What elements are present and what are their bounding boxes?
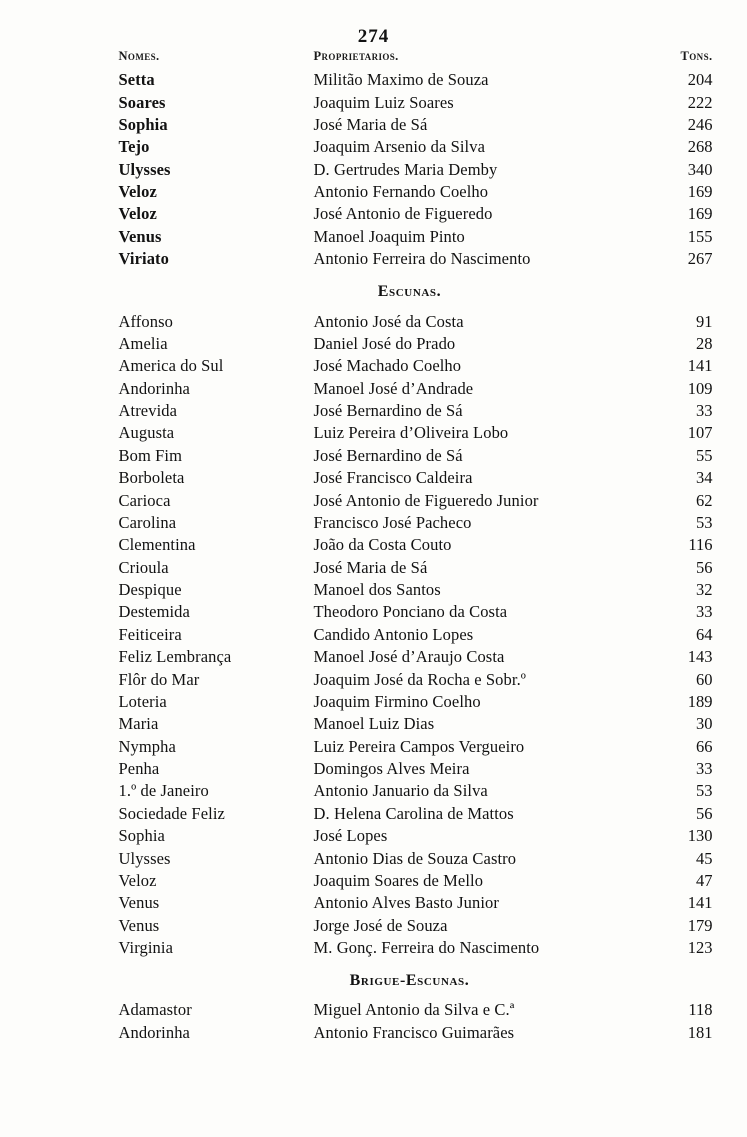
tonnage-value: 123 [687,938,713,958]
table-row [105,248,715,270]
ship-name: Sociedade Feliz [118,803,225,823]
owner-name: Manoel José d’Araujo Costa [313,647,505,667]
tonnage-value: 45 [696,848,713,868]
tonnage-value: 60 [696,669,713,689]
column-header-tonnage: Tons. [680,49,713,63]
tonnage-value: 30 [696,714,713,734]
tonnage-value: 189 [687,691,713,711]
table-row [105,691,715,713]
table-row [105,668,715,690]
owner-name: Antonio Alves Basto Junior [313,893,499,913]
ship-name: Feliz Lembrança [118,647,232,667]
owner-name: Antonio Januario da Silva [313,781,488,801]
table-row [105,758,715,780]
table-header [105,48,715,69]
ship-name: Ulysses [118,848,171,868]
tonnage-value: 204 [687,70,713,90]
tonnage-value: 143 [687,647,713,667]
table-row [105,892,715,914]
owner-name: Joaquim Soares de Mello [313,870,484,890]
ship-name: Crioula [118,557,169,577]
table-row [105,579,715,601]
owner-name: José Maria de Sá [313,114,428,134]
table-row [105,445,715,467]
table-row [105,534,715,556]
owner-name: Manoel Joaquim Pinto [313,226,465,246]
table-row [105,378,715,400]
owner-name: José Francisco Caldeira [313,468,473,488]
table-row [105,736,715,758]
owner-name: Joaquim Arsenio da Silva [313,137,486,157]
owner-name: José Antonio de Figueredo [313,204,493,224]
ship-registry-table-wrapper [69,48,713,1044]
tonnage-value: 169 [687,182,713,202]
owner-name: Antonio Ferreira do Nascimento [313,249,531,269]
tonnage-value: 141 [687,356,713,376]
owner-name: Jorge José de Souza [313,915,448,935]
owner-name: Antonio Francisco Guimarães [313,1022,515,1042]
ship-name: Nympha [118,736,176,756]
owner-name: José Bernardino de Sá [313,445,463,465]
owner-name: José Bernardino de Sá [313,401,463,421]
ship-name: Veloz [118,870,157,890]
ship-name: Ulysses [118,159,171,179]
table-row [105,400,715,422]
section-heading-row [105,270,715,310]
owner-name: Manoel Luiz Dias [313,714,435,734]
table-row [105,114,715,136]
owner-name: Joaquim Luiz Soares [313,92,454,112]
tonnage-value: 66 [696,736,713,756]
owner-name: Luiz Pereira d’Oliveira Lobo [313,423,509,443]
tonnage-value: 141 [687,893,713,913]
table-row [105,646,715,668]
table-row [105,136,715,158]
table-body [105,69,715,1044]
table-row [105,91,715,113]
owner-name: Miguel Antonio da Silva e C.ª [313,1000,515,1020]
owner-name: D. Gertrudes Maria Demby [313,159,498,179]
ship-name: Sophia [118,114,168,134]
table-row [105,803,715,825]
table-row [105,203,715,225]
owner-name: Theodoro Ponciano da Costa [313,602,508,622]
owner-name: Antonio José da Costa [313,311,464,331]
tonnage-value: 246 [687,114,713,134]
ship-name: Bom Fim [118,445,183,465]
section-heading-row [105,959,715,999]
ship-name: Flôr do Mar [118,669,200,689]
ship-name: Clementina [118,535,196,555]
table-row [105,333,715,355]
ship-name: Andorinha [118,378,190,398]
owner-name: Militão Maximo de Souza [313,70,489,90]
table-row [105,624,715,646]
ship-name: Viriato [118,249,169,269]
owner-name: Domingos Alves Meira [313,759,470,779]
ship-name: America do Sul [118,356,224,376]
table-row [105,489,715,511]
owner-name: José Maria de Sá [313,557,428,577]
ship-name: Loteria [118,691,167,711]
tonnage-value: 179 [687,915,713,935]
table-row [105,512,715,534]
table-row [105,713,715,735]
ship-name: Atrevida [118,401,178,421]
tonnage-value: 268 [687,137,713,157]
tonnage-value: 47 [696,870,713,890]
ship-name: Borboleta [118,468,185,488]
ship-name: Soares [118,92,166,112]
tonnage-value: 33 [696,602,713,622]
tonnage-value: 340 [687,159,713,179]
ship-name: Andorinha [118,1022,190,1042]
table-row [105,226,715,248]
tonnage-value: 62 [696,490,713,510]
owner-name: João da Costa Couto [313,535,452,555]
tonnage-value: 55 [696,445,713,465]
owner-name: Candido Antonio Lopes [313,624,474,644]
owner-name: M. Gonç. Ferreira do Nascimento [313,938,540,958]
owner-name: Antonio Dias de Souza Castro [313,848,517,868]
tonnage-value: 130 [687,826,713,846]
tonnage-value: 91 [696,311,713,331]
ship-name: Despique [118,580,182,600]
page-number: 274 [357,26,390,47]
owner-name: José Lopes [313,826,388,846]
tonnage-value: 169 [687,204,713,224]
tonnage-value: 56 [696,557,713,577]
tonnage-value: 118 [688,1000,713,1020]
owner-name: Manoel dos Santos [313,580,441,600]
ship-name: Destemida [118,602,190,622]
table-row [105,915,715,937]
owner-name: José Machado Coelho [313,356,462,376]
tonnage-value: 222 [687,92,713,112]
table-row [105,825,715,847]
tonnage-value: 34 [696,468,713,488]
column-header-name: Nomes. [118,49,160,63]
table-row [105,847,715,869]
table-row [105,467,715,489]
owner-name: Francisco José Pacheco [313,512,472,532]
ship-name: Adamastor [118,1000,192,1020]
tonnage-value: 32 [696,580,713,600]
ship-name: Augusta [118,423,175,443]
owner-name: Joaquim José da Rocha e Sobr.º [313,669,527,689]
table-row [105,422,715,444]
ship-name: Feiticeira [118,624,182,644]
tonnage-value: 267 [687,249,713,269]
tonnage-value: 33 [696,759,713,779]
owner-name: Antonio Fernando Coelho [313,182,489,202]
owner-name: Luiz Pereira Campos Vergueiro [313,736,525,756]
ship-name: Maria [118,714,159,734]
ship-name: Veloz [118,182,157,202]
ship-name: Setta [118,70,155,90]
owner-name: Daniel José do Prado [313,333,456,353]
table-row [105,159,715,181]
tonnage-value: 53 [696,512,713,532]
table-row [105,780,715,802]
tonnage-value: 33 [696,401,713,421]
tonnage-value: 155 [687,226,713,246]
tonnage-value: 28 [696,333,713,353]
section-heading: Brigue-Escunas. [349,972,470,990]
owner-name: D. Helena Carolina de Mattos [313,803,514,823]
ship-name: Affonso [118,311,173,331]
tonnage-value: 64 [696,624,713,644]
ship-name: Virginia [118,938,173,958]
table-row [105,601,715,623]
ship-name: Penha [118,759,160,779]
ship-name: 1.º de Janeiro [118,781,209,801]
table-row [105,870,715,892]
column-header-owner: Proprietarios. [313,49,399,63]
table-row [105,1022,715,1044]
table-row [105,937,715,959]
ship-name: Carolina [118,512,177,532]
tonnage-value: 53 [696,781,713,801]
ship-name: Veloz [118,204,157,224]
table-row [105,999,715,1021]
owner-name: José Antonio de Figueredo Junior [313,490,539,510]
ship-name: Amelia [118,333,168,353]
ship-name: Venus [118,915,160,935]
ship-name: Tejo [118,137,150,157]
ship-name: Carioca [118,490,171,510]
section-heading: Escunas. [377,283,442,301]
table-row [105,181,715,203]
owner-name: Joaquim Firmino Coelho [313,691,481,711]
tonnage-value: 56 [696,803,713,823]
owner-name: Manoel José d’Andrade [313,378,474,398]
ship-name: Sophia [118,826,165,846]
table-row [105,69,715,91]
ship-name: Venus [118,226,162,246]
ship-registry-table [105,48,715,1044]
tonnage-value: 109 [687,378,713,398]
ship-name: Venus [118,893,160,913]
table-row [105,557,715,579]
tonnage-value: 116 [688,535,713,555]
tonnage-value: 107 [687,423,713,443]
table-row [105,310,715,332]
tonnage-value: 181 [687,1022,713,1042]
table-row [105,355,715,377]
